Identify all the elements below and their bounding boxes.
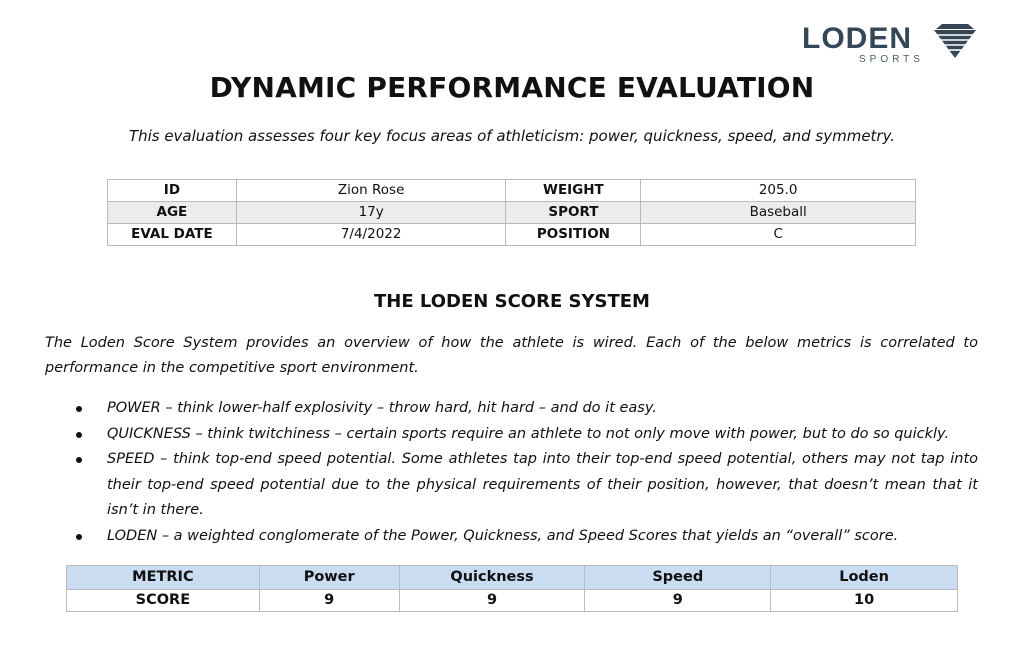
value-id: Zion Rose xyxy=(236,180,506,202)
score-speed: 9 xyxy=(585,590,771,612)
scores-value-row xyxy=(67,590,958,612)
bullet-text-speed: SPEED – think top-end speed potential. Some athletes tap into their top-end speed potential, others may not tap into their top-end speed potential due to the physical requirements of their position, however, that doesn’t mean that it isn’t in there. xyxy=(107,451,978,518)
page-subtitle: This evaluation assesses four key focus areas of athleticism: power, quickness, speed, and symmetry. xyxy=(128,127,896,145)
value-weight: 205.0 xyxy=(641,180,916,202)
label-position: POSITION xyxy=(506,224,641,246)
info-row-id xyxy=(108,180,916,202)
athlete-info-table xyxy=(107,179,916,246)
logo-subtext: SPORTS xyxy=(859,54,924,65)
label-id: ID xyxy=(108,180,237,202)
label-age: AGE xyxy=(108,202,237,224)
bullet-icon xyxy=(76,457,82,463)
info-row-eval-date xyxy=(108,224,916,246)
scores-table xyxy=(66,565,958,612)
diamond-logo-icon xyxy=(932,24,978,60)
label-eval-date: EVAL DATE xyxy=(108,224,237,246)
row-label-score: SCORE xyxy=(67,590,260,612)
value-position: C xyxy=(641,224,916,246)
bullet-icon xyxy=(76,432,82,438)
list-item-speed xyxy=(45,447,978,524)
header-loden: Loden xyxy=(771,566,958,590)
scores-header-row xyxy=(67,566,958,590)
score-system-intro: The Loden Score System provides an overview of how the athlete is wired. Each of the below metrics is correlated to performance in the competitive sport environment. xyxy=(45,335,978,376)
header-quickness: Quickness xyxy=(399,566,585,590)
list-item-quickness xyxy=(45,422,978,448)
score-power: 9 xyxy=(259,590,399,612)
logo-wordmark: LODEN xyxy=(802,22,912,55)
list-item-loden xyxy=(45,524,978,550)
value-age: 17y xyxy=(236,202,506,224)
bullet-text-quickness: QUICKNESS – think twitchiness – certain sports require an athlete to not only move with power, but to do so quickly. xyxy=(107,425,950,442)
score-system-heading: THE LODEN SCORE SYSTEM xyxy=(374,291,650,312)
header-power: Power xyxy=(259,566,399,590)
bullet-icon xyxy=(76,406,82,412)
list-item-power xyxy=(45,396,978,422)
score-quickness: 9 xyxy=(399,590,585,612)
info-row-age xyxy=(108,202,916,224)
header-speed: Speed xyxy=(585,566,771,590)
bullet-icon xyxy=(76,534,82,540)
metric-definitions-list xyxy=(45,396,978,549)
value-eval-date: 7/4/2022 xyxy=(236,224,506,246)
label-sport: SPORT xyxy=(506,202,641,224)
bullet-text-loden: LODEN – a weighted conglomerate of the Power, Quickness, and Speed Scores that yields an “overall” score. xyxy=(107,527,899,544)
page-title: DYNAMIC PERFORMANCE EVALUATION xyxy=(209,71,815,104)
label-weight: WEIGHT xyxy=(506,180,641,202)
value-sport: Baseball xyxy=(641,202,916,224)
loden-sports-logo xyxy=(802,24,982,66)
bullet-text-power: POWER – think lower-half explosivity – throw hard, hit hard – and do it easy. xyxy=(107,400,657,416)
header-metric: METRIC xyxy=(67,566,260,590)
score-loden: 10 xyxy=(771,590,958,612)
